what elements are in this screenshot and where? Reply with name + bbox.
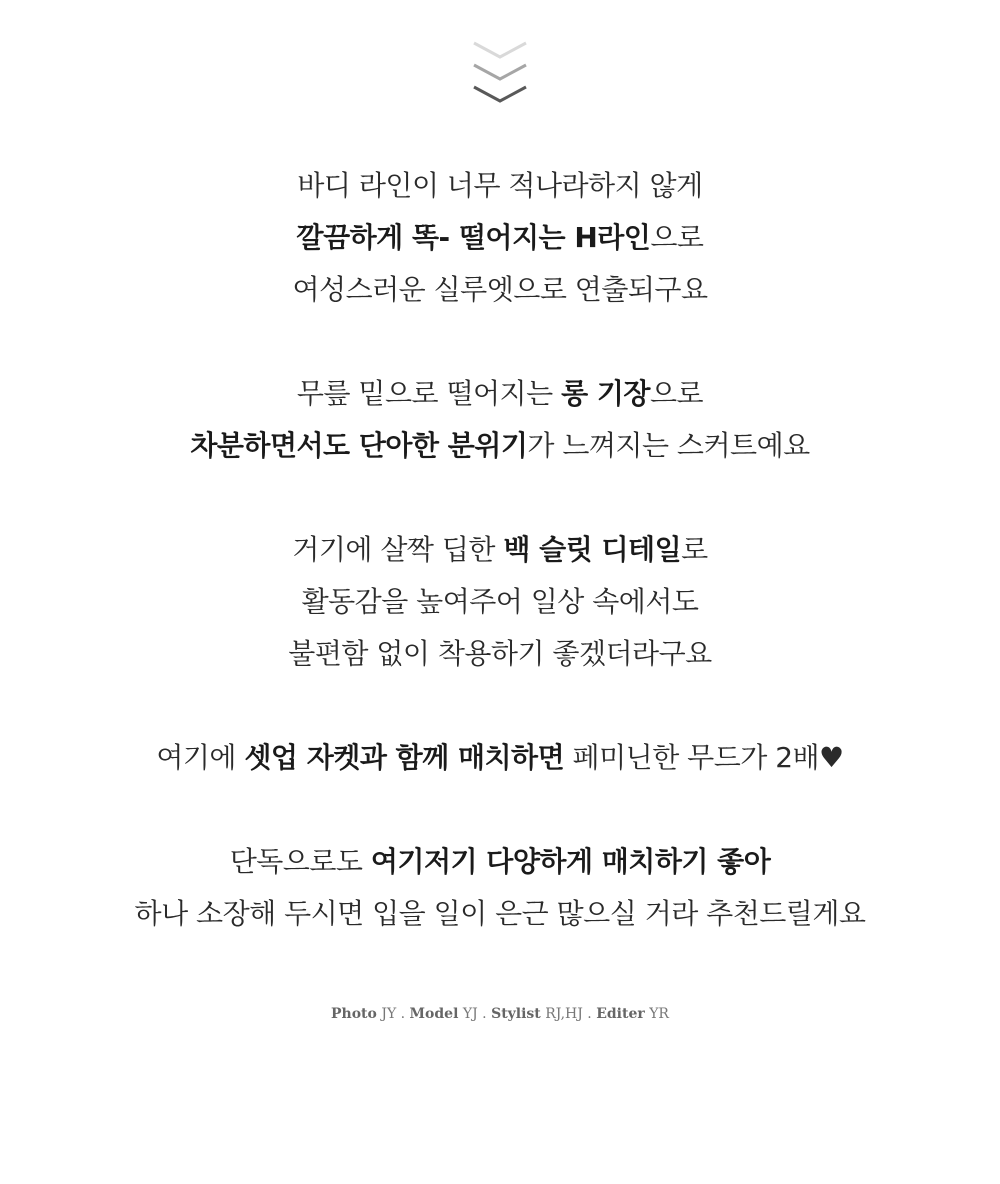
model-label: Model [409, 1006, 459, 1022]
credit-separator: . [400, 1006, 406, 1022]
description-line: 여성스러운 실루엣으로 연출되구요 [292, 273, 708, 306]
emphasis-text: 셋업 자켓과 함께 매치하면 [244, 741, 565, 774]
description-line: 하나 소장해 두시면 입을 일이 은근 많으실 거라 추천드릴게요 [134, 897, 866, 930]
description-line: 단독으로도 여기저기 다양하게 매치하기 좋아 [229, 845, 771, 878]
paragraph-gap [0, 472, 1000, 524]
description-line: 여기에 셋업 자켓과 함께 매치하면 페미닌한 무드가 2배♥ [156, 741, 844, 774]
description-line: 불편함 없이 착용하기 좋겠더라구요 [288, 637, 712, 670]
paragraph-gap [0, 784, 1000, 836]
chevron-top-icon [474, 43, 526, 57]
chevron-bottom-icon [474, 87, 526, 101]
editor-label: Editer [596, 1006, 645, 1022]
description-line: 활동감을 높여주어 일상 속에서도 [301, 585, 699, 618]
emphasis-text: 백 슬릿 디테일 [503, 533, 682, 566]
description-line: 깔끔하게 똑- 떨어지는 H라인으로 [296, 221, 704, 254]
triple-chevron-down-icon [472, 40, 528, 108]
description-line: 차분하면서도 단아한 분위기가 느껴지는 스커트예요 [190, 429, 810, 462]
chevron-middle-icon [474, 65, 526, 79]
photo-credits [0, 1006, 1000, 1022]
stylist-label: Stylist [491, 1006, 541, 1022]
photo-label: Photo [331, 1006, 377, 1022]
product-description [0, 160, 1000, 940]
emphasis-text: 차분하면서도 단아한 분위기 [190, 429, 528, 462]
editor-value: YR [649, 1006, 669, 1022]
emphasis-text: 롱 기장 [561, 377, 650, 410]
photo-value: JY [381, 1006, 397, 1022]
description-line: 무릎 밑으로 떨어지는 롱 기장으로 [296, 377, 704, 410]
emphasis-text: 깔끔하게 똑- 떨어지는 H라인 [296, 221, 651, 254]
credit-separator: . [587, 1006, 592, 1022]
credit-separator: . [482, 1006, 487, 1022]
stylist-value: RJ,HJ [545, 1006, 583, 1022]
paragraph-gap [0, 680, 1000, 732]
paragraph-gap [0, 316, 1000, 368]
description-line: 바디 라인이 너무 적나라하지 않게 [297, 169, 703, 202]
description-line: 거기에 살짝 딥한 백 슬릿 디테일로 [292, 533, 708, 566]
model-value: YJ [462, 1006, 478, 1022]
emphasis-text: 여기저기 다양하게 매치하기 좋아 [370, 845, 771, 878]
